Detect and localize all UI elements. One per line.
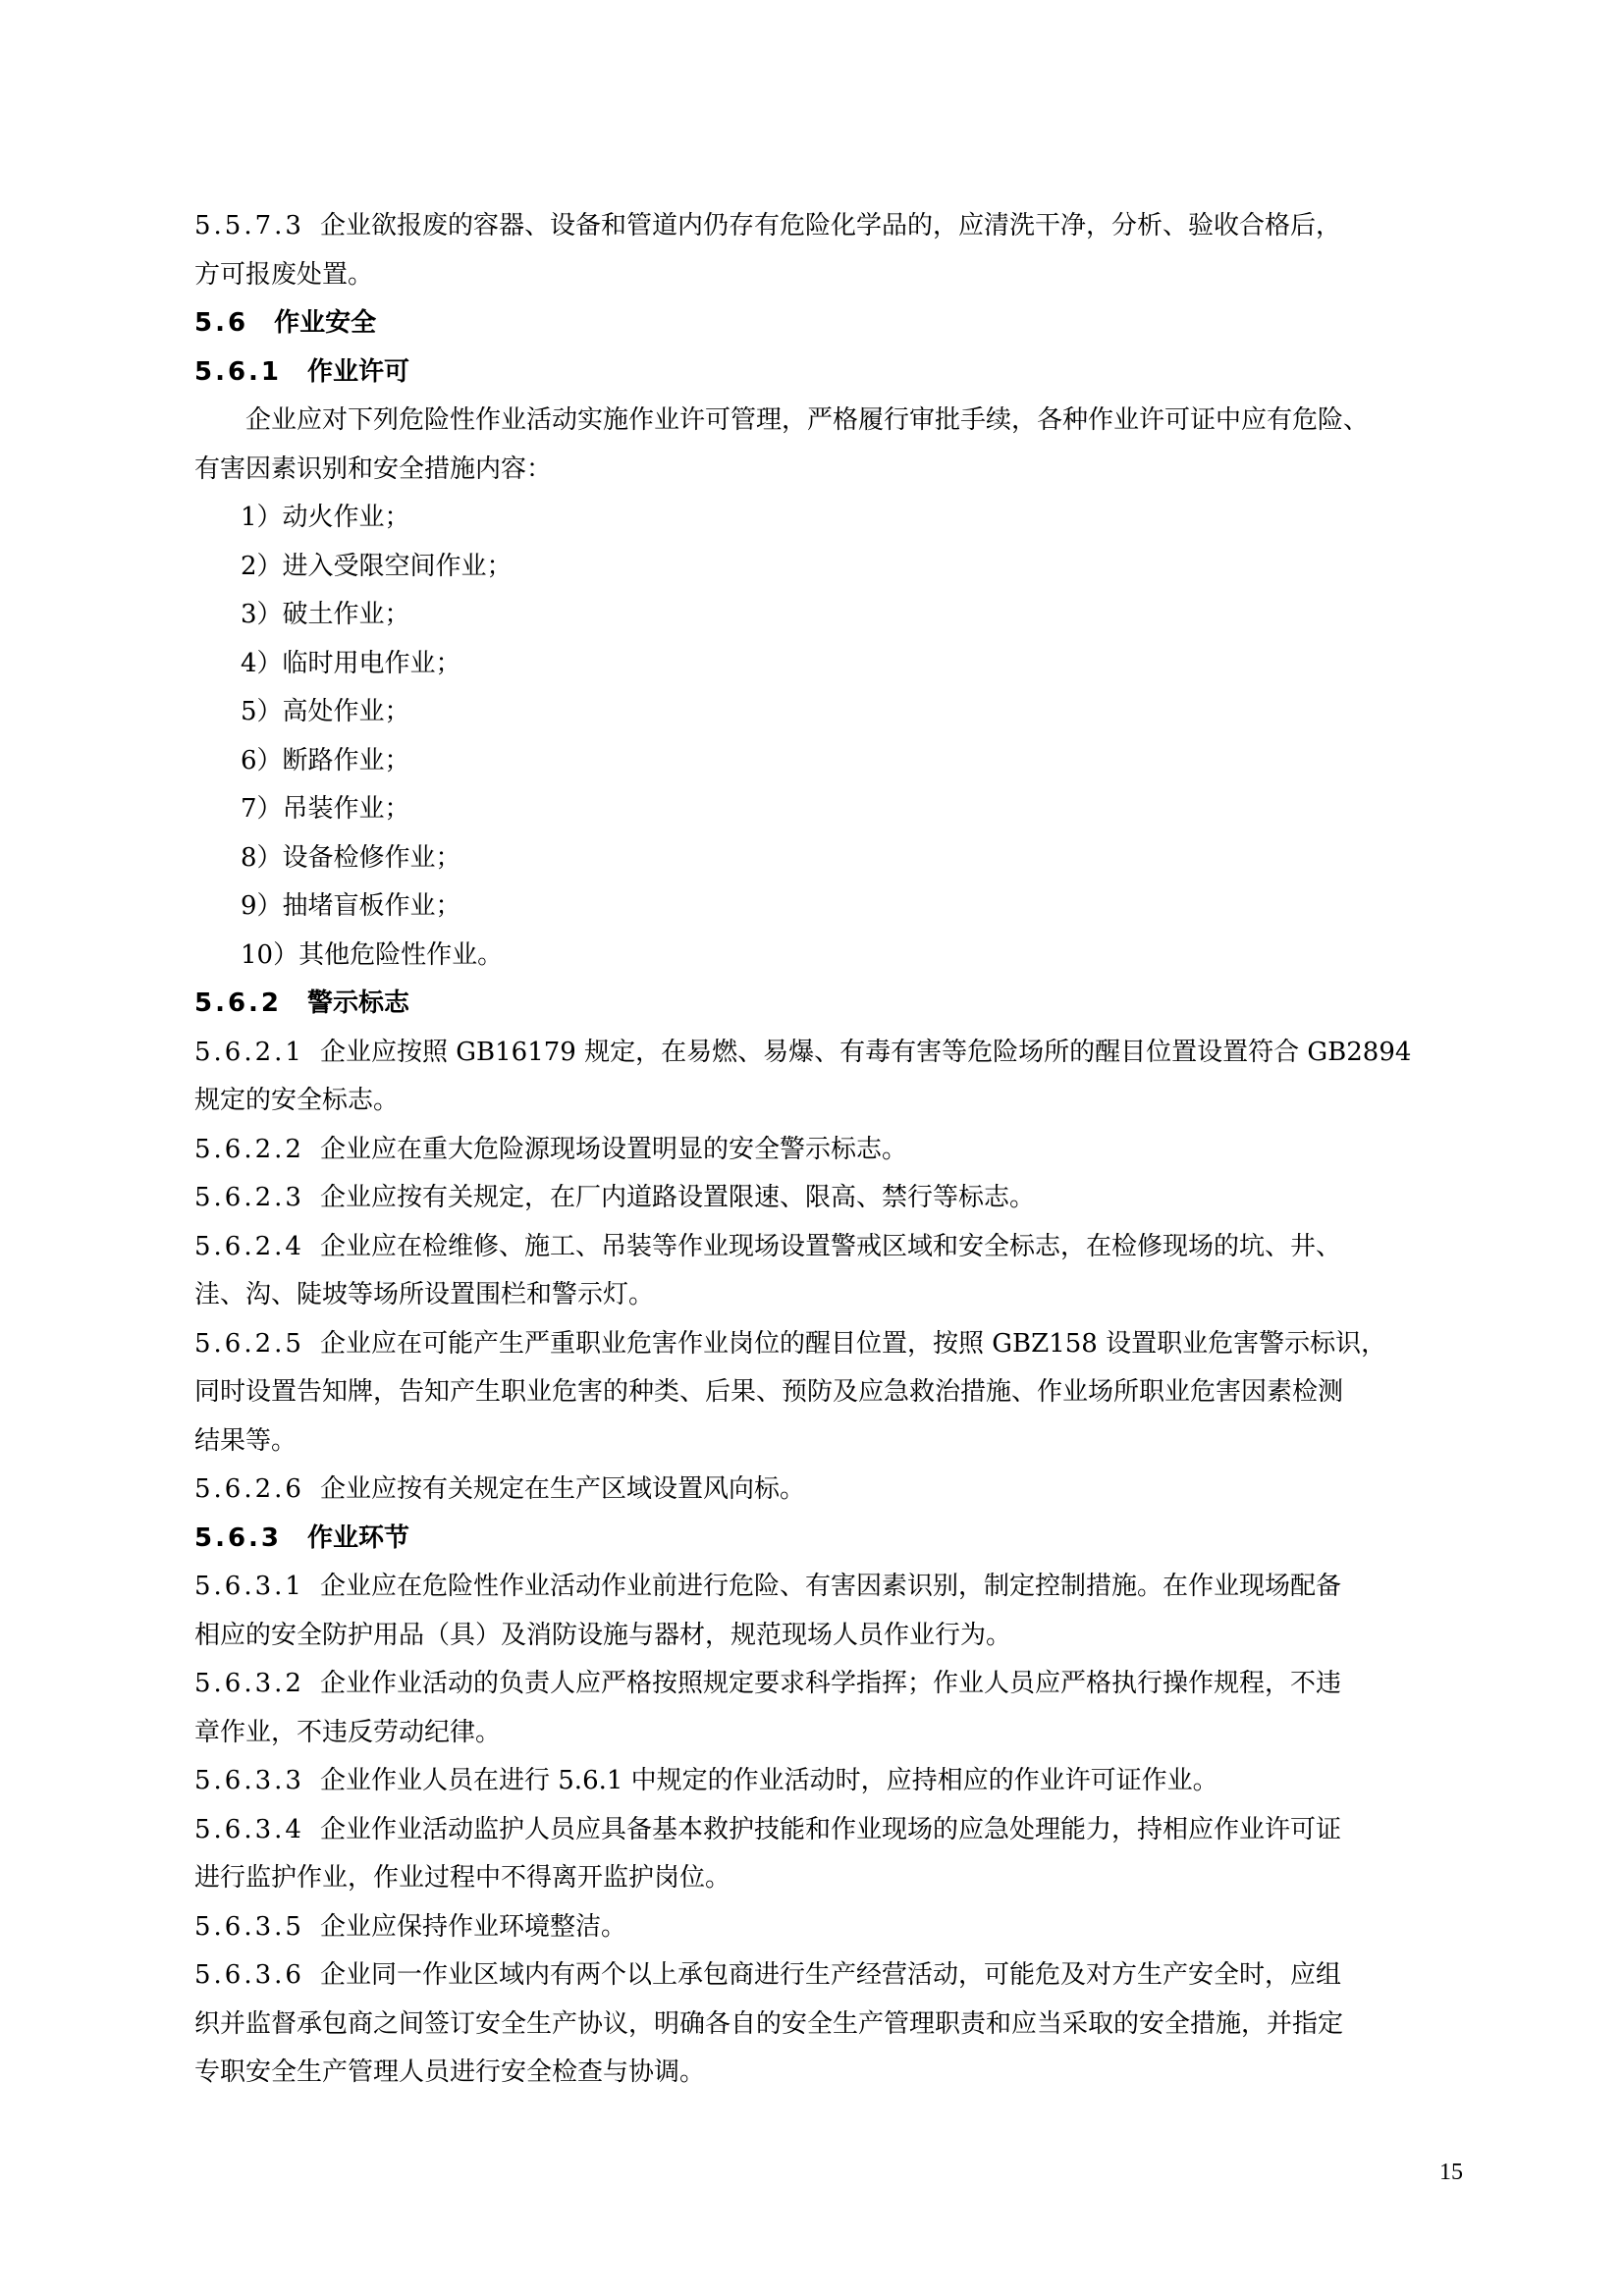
clause-5-6-3-2-line-2: 章作业，不违反劳动纪律。: [194, 1717, 502, 1747]
clause-number: 5.6.3.5: [194, 1911, 304, 1942]
clause-number: 5.5.7.3: [194, 211, 304, 240]
clause-number: 5.6.2.3: [194, 1183, 304, 1212]
clause-text: 企业应在检维修、施工、吊装等作业现场设置警戒区域和安全标志，在检修现场的坑、井、: [320, 1231, 1342, 1261]
clause-5-6-2-6: [194, 1466, 1475, 1515]
clause-text: 企业应保持作业环境整洁。: [320, 1911, 627, 1942]
list-item: 10）其他危险性作业。: [241, 939, 504, 970]
clause-5-6-3-6-line-2: 织并监督承包商之间签订安全生产协议，明确各自的安全生产管理职责和应当采取的安全措施，并指定: [194, 2008, 1344, 2039]
clause-5-6-3-6-line-3: 专职安全生产管理人员进行安全检查与协调。: [194, 2057, 706, 2087]
section-number: 5.6.3: [194, 1522, 283, 1553]
clause-5-6-2-5-line-2: 同时设置告知牌，告知产生职业危害的种类、后果、预防及应急救治措施、作业场所职业危害因素检测: [194, 1377, 1344, 1407]
section-number: 5.6.2: [194, 988, 283, 1018]
section-heading-5-6: [194, 299, 1475, 348]
list-item: 8）设备检修作业；: [241, 842, 461, 873]
clause-number: 5.6.3.1: [194, 1572, 304, 1601]
clause-number: 5.6.2.5: [194, 1328, 304, 1359]
clause-text: 企业应按照 GB16179 规定，在易燃、易爆、有毒有害等危险场所的醒目位置设置符合 GB2894: [320, 1037, 1412, 1067]
clause-5-6-2-1-line-2: 规定的安全标志。: [194, 1086, 400, 1115]
clause-number: 5.6.3.2: [194, 1669, 304, 1698]
clause-5-6-2-5-line-3: 结果等。: [194, 1425, 298, 1456]
section-number: 5.6: [194, 308, 249, 338]
clause-5-6-2-4-line-2: 洼、沟、陡坡等场所设置围栏和警示灯。: [194, 1280, 655, 1309]
clause-text: 企业应在危险性作业活动作业前进行危险、有害因素识别，制定控制措施。在作业现场配备: [320, 1572, 1342, 1601]
clause-5-6-3-1-line-2: 相应的安全防护用品（具）及消防设施与器材，规范现场人员作业行为。: [194, 1620, 1012, 1650]
list-item: 5）高处作业；: [241, 697, 410, 726]
list-item: 9）抽堵盲板作业；: [241, 891, 461, 921]
clause-number: 5.6.2.2: [194, 1134, 304, 1164]
clause-5-6-3-6-line-1: [194, 1951, 1475, 2001]
clause-text: 企业应在重大危险源现场设置明显的安全警示标志。: [320, 1134, 908, 1164]
section-heading-5-6-2: [194, 980, 1475, 1029]
clause-number: 5.6.2.4: [194, 1231, 304, 1261]
section-title: 作业环节: [307, 1522, 410, 1553]
clause-5-6-3-2-line-1: [194, 1660, 1475, 1709]
clause-text: 企业应按有关规定，在厂内道路设置限速、限高、禁行等标志。: [320, 1183, 1036, 1212]
document-body: [194, 202, 1475, 2098]
clause-5-6-2-1-line-1: [194, 1029, 1475, 1078]
clause-5-6-2-5-line-1: [194, 1320, 1475, 1369]
section-title: 作业许可: [307, 356, 410, 387]
paragraph-line: 有害因素识别和安全措施内容：: [194, 454, 553, 484]
clause-text: 企业应按有关规定在生产区域设置风向标。: [320, 1474, 806, 1504]
list-item: 2）进入受限空间作业；: [241, 551, 513, 581]
clause-5-5-7-3-line-2: 方可报废处置。: [194, 259, 374, 290]
section-number: 5.6.1: [194, 356, 283, 387]
clause-text: 企业作业人员在进行 5.6.1 中规定的作业活动时，应持相应的作业许可证作业。: [320, 1766, 1218, 1795]
clause-text: 企业作业活动监护人员应具备基本救护技能和作业现场的应急处理能力，持相应作业许可证: [320, 1814, 1342, 1844]
clause-5-6-3-3: [194, 1757, 1475, 1806]
section-heading-5-6-1: [194, 348, 1475, 398]
clause-text: 企业应在可能产生严重职业危害作业岗位的醒目位置，按照 GBZ158 设置职业危害警示标识，: [320, 1328, 1387, 1359]
clause-5-6-3-4-line-1: [194, 1806, 1475, 1855]
clause-text: 企业作业活动的负责人应严格按照规定要求科学指挥；作业人员应严格执行操作规程，不违: [320, 1669, 1342, 1698]
section-heading-5-6-3: [194, 1515, 1475, 1564]
clause-number: 5.6.2.6: [194, 1474, 304, 1504]
list-item: 7）吊装作业；: [241, 794, 410, 824]
list-item: 4）临时用电作业；: [241, 648, 461, 678]
section-title: 作业安全: [274, 308, 377, 338]
clause-number: 5.6.3.6: [194, 1960, 304, 1990]
clause-5-6-2-4-line-1: [194, 1223, 1475, 1272]
list-item: 3）破土作业；: [241, 600, 410, 629]
clause-5-6-3-1-line-1: [194, 1563, 1475, 1612]
paragraph-line: 企业应对下列危险性作业活动实施作业许可管理，严格履行审批手续，各种作业许可证中应有危险、: [245, 405, 1370, 435]
clause-number: 5.6.3.4: [194, 1814, 304, 1844]
clause-5-6-3-5: [194, 1903, 1475, 1952]
clause-number: 5.6.2.1: [194, 1037, 304, 1067]
list-item: 6）断路作业；: [241, 745, 410, 775]
clause-text: 企业同一作业区域内有两个以上承包商进行生产经营活动，可能危及对方生产安全时，应组: [320, 1960, 1342, 1990]
list-item: 1）动火作业；: [241, 503, 410, 532]
clause-number: 5.6.3.3: [194, 1766, 304, 1795]
clause-5-6-3-4-line-2: 进行监护作业，作业过程中不得离开监护岗位。: [194, 1863, 731, 1893]
clause-5-6-2-3: [194, 1174, 1475, 1223]
section-title: 警示标志: [307, 988, 410, 1018]
clause-5-6-2-2: [194, 1126, 1475, 1175]
clause-5-5-7-3-line-1: [194, 202, 1475, 251]
clause-text: 企业欲报废的容器、设备和管道内仍存有危险化学品的，应清洗干净，分析、验收合格后，: [320, 211, 1342, 240]
page-number: 15: [1439, 2160, 1463, 2185]
